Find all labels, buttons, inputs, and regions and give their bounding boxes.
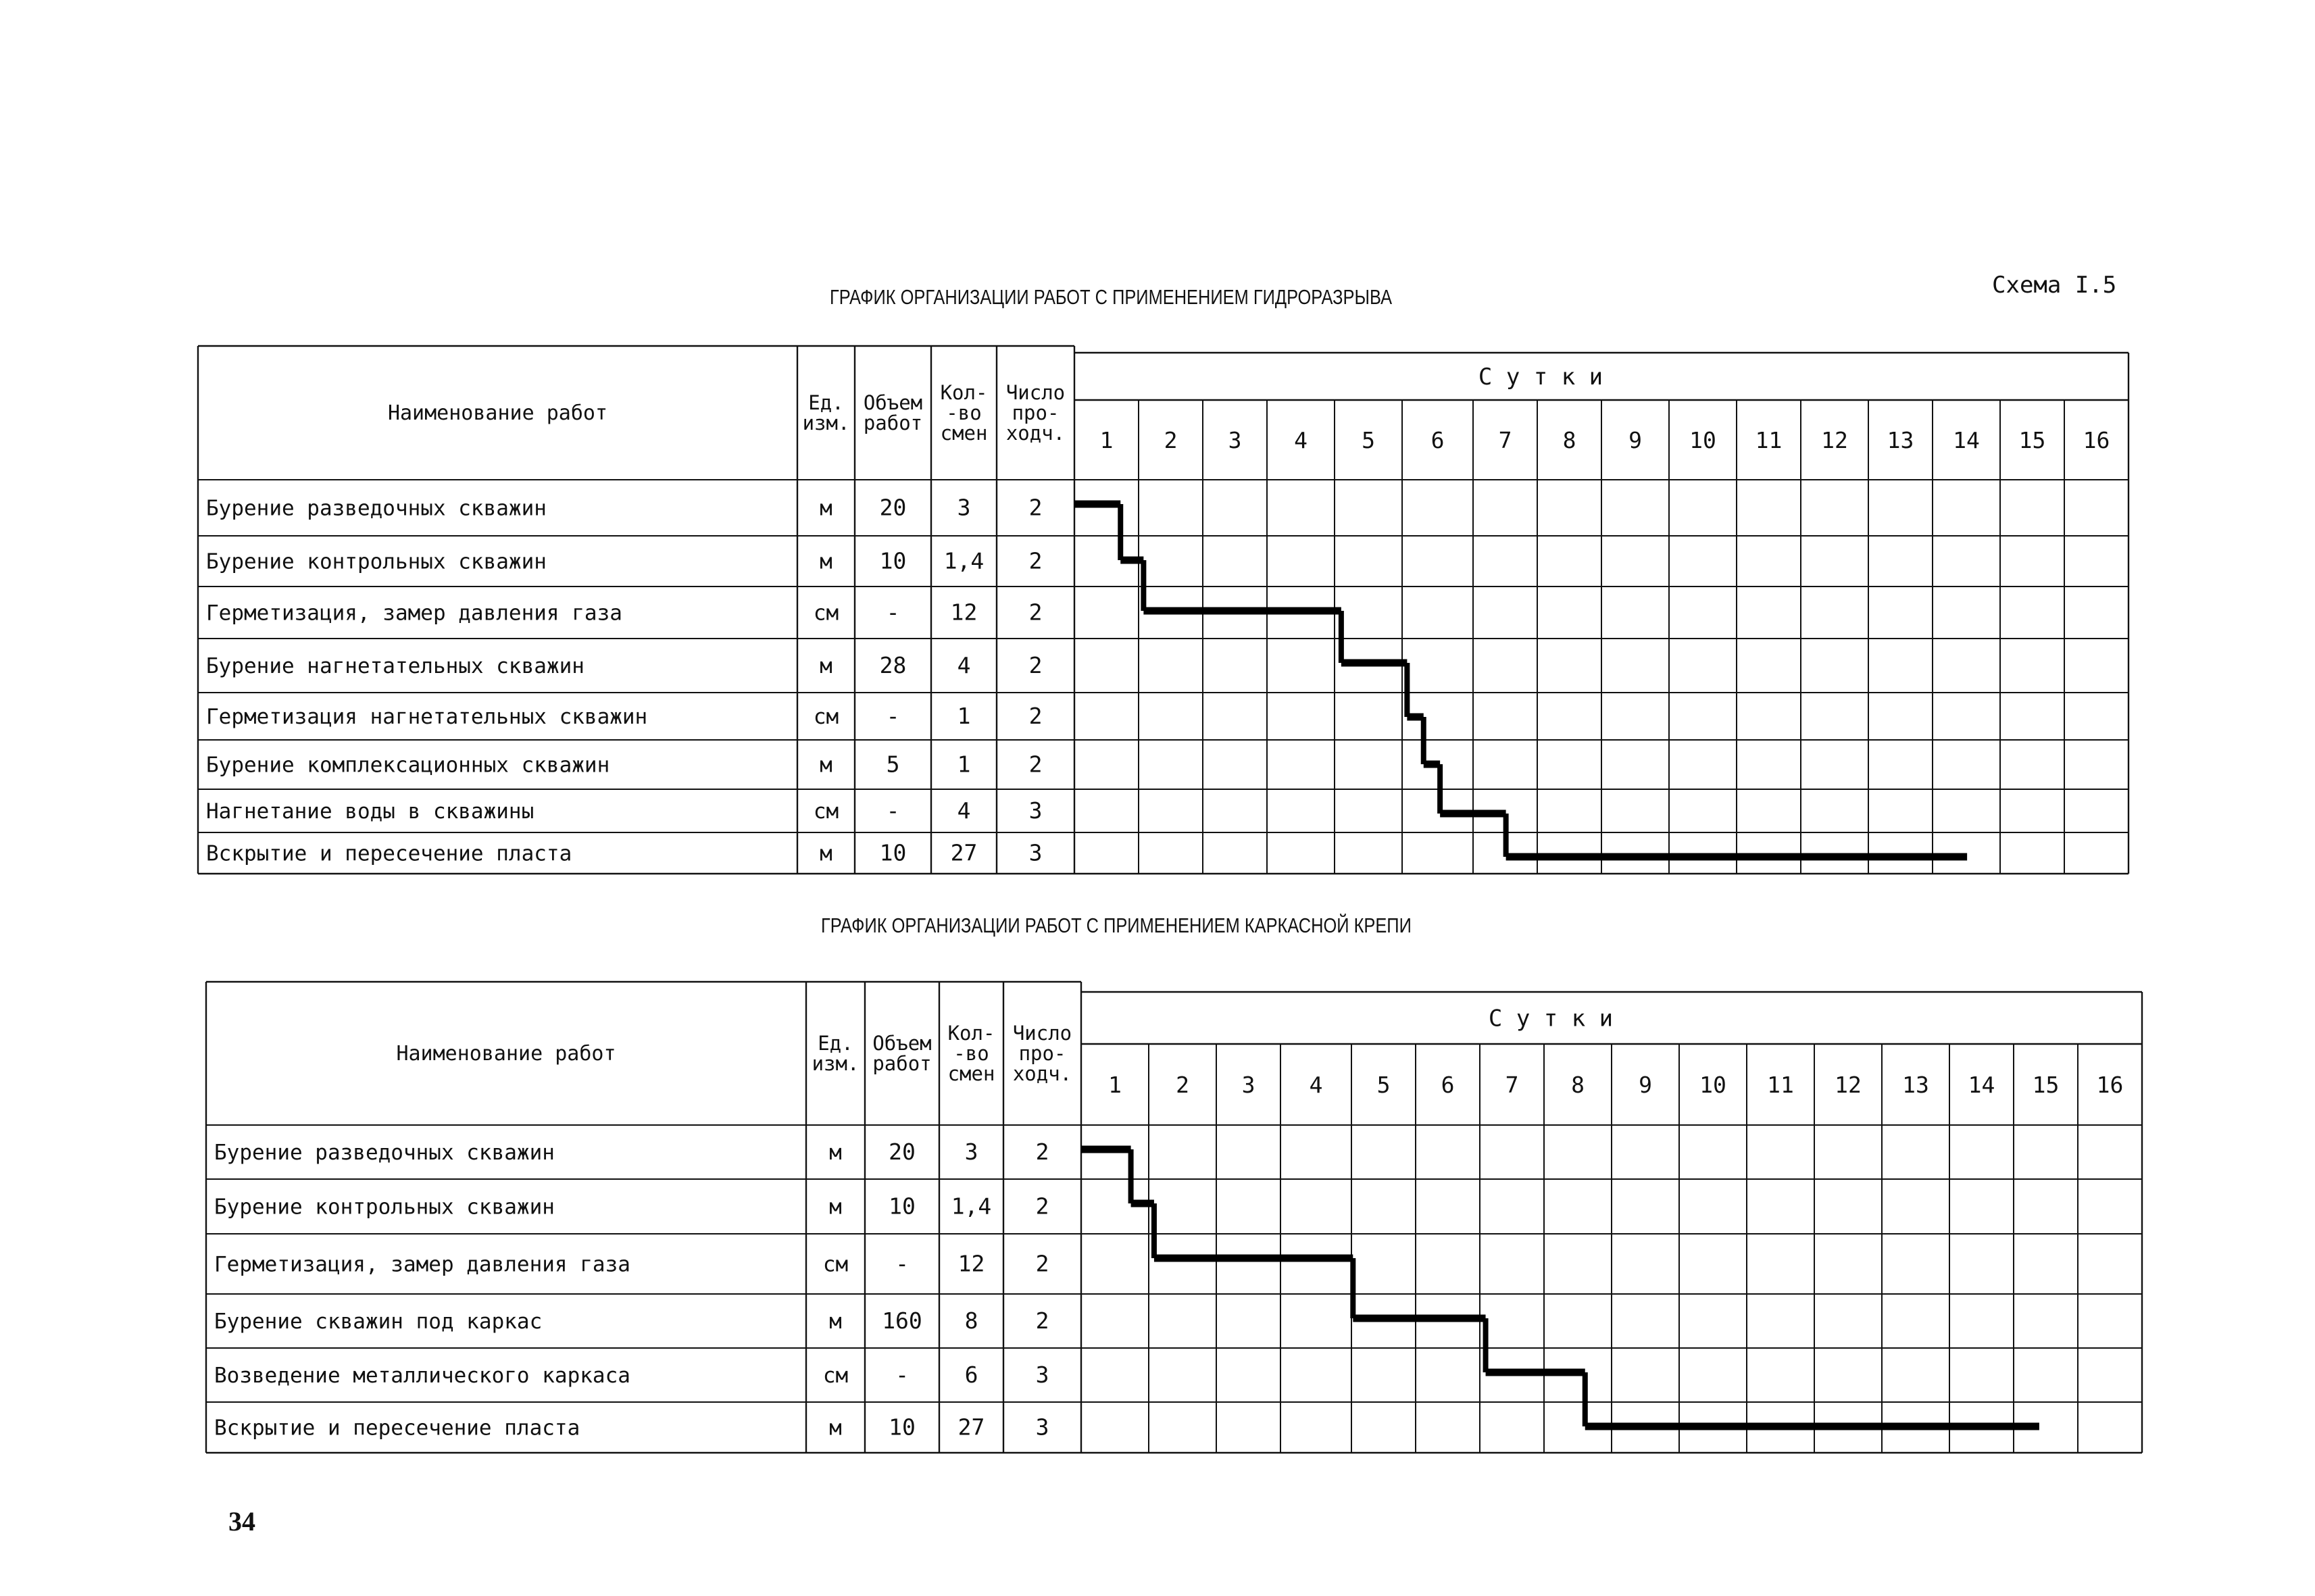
- header-unit: Ед.: [818, 1032, 853, 1055]
- header-shifts: Кол-: [940, 381, 988, 404]
- header-volume: работ: [863, 412, 923, 434]
- day-number-6: 6: [1430, 427, 1445, 453]
- row-passes: 2: [1028, 751, 1043, 778]
- day-number-4: 4: [1309, 1072, 1323, 1098]
- day-number-15: 15: [2018, 427, 2046, 453]
- row-work-name: Герметизация, замер давления газа: [214, 1252, 630, 1277]
- row-work-name: Возведение металлического каркаса: [214, 1364, 630, 1388]
- day-number-12: 12: [1835, 1072, 1862, 1098]
- header-work-name: Наименование работ: [396, 1042, 616, 1066]
- day-number-7: 7: [1505, 1072, 1519, 1098]
- day-number-11: 11: [1755, 427, 1783, 453]
- row-unit: м: [820, 496, 832, 521]
- header-passes: Число: [1012, 1022, 1072, 1045]
- day-number-6: 6: [1441, 1072, 1455, 1098]
- row-work-name: Герметизация, замер давления газа: [206, 601, 622, 626]
- row-passes: 2: [1028, 652, 1043, 678]
- row-work-name: Нагнетание воды в скважины: [206, 799, 534, 824]
- row-volume: 20: [889, 1139, 916, 1165]
- header-days: С у т к и: [1478, 364, 1603, 391]
- row-volume: 28: [879, 652, 907, 678]
- day-number-3: 3: [1228, 427, 1242, 453]
- header-shifts: -во: [946, 401, 982, 424]
- day-number-10: 10: [1689, 427, 1716, 453]
- day-number-14: 14: [1953, 427, 1980, 453]
- day-number-16: 16: [2096, 1072, 2124, 1098]
- row-unit: см: [813, 601, 839, 626]
- day-number-13: 13: [1887, 427, 1914, 453]
- row-volume: 10: [879, 547, 907, 574]
- row-volume: -: [895, 1362, 909, 1388]
- day-number-2: 2: [1176, 1072, 1189, 1098]
- row-work-name: Вскрытие и пересечение пласта: [206, 841, 572, 866]
- day-number-9: 9: [1639, 1072, 1652, 1098]
- row-volume: -: [895, 1250, 909, 1277]
- table-2-title: ГРАФИК ОРГАНИЗАЦИИ РАБОТ С ПРИМЕНЕНИЕМ КАРКАСНОЙ КРЕПИ: [821, 914, 1412, 937]
- header-passes: про-: [1018, 1042, 1066, 1065]
- table-1-title: ГРАФИК ОРГАНИЗАЦИИ РАБОТ С ПРИМЕНЕНИЕМ ГИДРОРАЗРЫВА: [830, 285, 1393, 309]
- row-passes: 3: [1035, 1414, 1049, 1441]
- row-unit: м: [820, 654, 832, 678]
- header-shifts: Кол-: [947, 1022, 995, 1045]
- row-passes: 2: [1028, 703, 1043, 729]
- row-work-name: Бурение скважин под каркас: [214, 1310, 543, 1334]
- row-unit: см: [822, 1364, 849, 1388]
- row-work-name: Бурение комплексационных скважин: [206, 753, 610, 778]
- row-unit: см: [813, 799, 839, 824]
- row-unit: м: [829, 1141, 842, 1165]
- day-number-2: 2: [1164, 427, 1178, 453]
- day-number-16: 16: [2083, 427, 2110, 453]
- row-shifts: 6: [964, 1362, 978, 1388]
- row-shifts: 8: [964, 1307, 978, 1334]
- header-days: С у т к и: [1488, 1005, 1614, 1032]
- header-passes: про-: [1012, 401, 1060, 424]
- row-volume: 5: [886, 751, 900, 778]
- row-work-name: Вскрытие и пересечение пласта: [214, 1416, 580, 1441]
- row-shifts: 12: [957, 1250, 985, 1277]
- row-passes: 2: [1035, 1250, 1049, 1277]
- header-volume: Объем: [872, 1032, 932, 1055]
- header-unit: изм.: [802, 412, 850, 434]
- row-volume: -: [886, 797, 900, 824]
- day-number-4: 4: [1294, 427, 1308, 453]
- row-volume: 160: [882, 1307, 922, 1334]
- row-passes: 2: [1035, 1139, 1049, 1165]
- row-shifts: 27: [957, 1414, 985, 1441]
- header-work-name: Наименование работ: [387, 401, 608, 425]
- row-shifts: 3: [964, 1139, 978, 1165]
- day-number-1: 1: [1108, 1072, 1122, 1098]
- page-number: 34: [228, 1506, 255, 1537]
- row-passes: 2: [1035, 1307, 1049, 1334]
- header-passes: ходч.: [1012, 1062, 1072, 1085]
- header-shifts: смен: [947, 1062, 995, 1085]
- row-volume: -: [886, 703, 900, 729]
- day-number-7: 7: [1498, 427, 1512, 453]
- row-volume: 10: [889, 1193, 916, 1220]
- row-shifts: 4: [957, 797, 971, 824]
- day-number-11: 11: [1767, 1072, 1794, 1098]
- row-passes: 3: [1028, 797, 1043, 824]
- row-passes: 3: [1028, 839, 1043, 866]
- day-number-8: 8: [1571, 1072, 1585, 1098]
- row-shifts: 3: [957, 494, 971, 521]
- day-number-8: 8: [1562, 427, 1576, 453]
- row-work-name: Бурение контрольных скважин: [206, 549, 547, 574]
- row-shifts: 1,4: [943, 547, 985, 574]
- row-volume: -: [886, 599, 900, 626]
- row-unit: м: [829, 1195, 842, 1220]
- day-number-12: 12: [1821, 427, 1848, 453]
- header-passes: ходч.: [1005, 422, 1066, 445]
- row-unit: м: [820, 753, 832, 778]
- row-work-name: Бурение разведочных скважин: [214, 1141, 555, 1165]
- header-unit: изм.: [812, 1052, 860, 1075]
- row-shifts: 1: [957, 703, 971, 729]
- header-passes: Число: [1005, 381, 1066, 404]
- row-work-name: Бурение разведочных скважин: [206, 496, 547, 521]
- row-unit: см: [813, 705, 839, 729]
- row-volume: 10: [889, 1414, 916, 1441]
- row-unit: м: [829, 1416, 842, 1441]
- day-number-1: 1: [1099, 427, 1114, 453]
- row-shifts: 4: [957, 652, 971, 678]
- row-passes: 2: [1035, 1193, 1049, 1220]
- day-number-9: 9: [1628, 427, 1642, 453]
- row-unit: м: [829, 1310, 842, 1334]
- day-number-3: 3: [1241, 1072, 1255, 1098]
- day-number-14: 14: [1968, 1072, 1995, 1098]
- row-unit: см: [822, 1252, 849, 1277]
- day-number-10: 10: [1699, 1072, 1726, 1098]
- row-unit: м: [820, 841, 832, 866]
- row-shifts: 27: [950, 839, 978, 866]
- day-number-13: 13: [1902, 1072, 1929, 1098]
- row-volume: 10: [879, 839, 907, 866]
- row-shifts: 1: [957, 751, 971, 778]
- row-unit: м: [820, 549, 832, 574]
- day-number-5: 5: [1362, 427, 1375, 453]
- day-number-15: 15: [2032, 1072, 2060, 1098]
- row-passes: 3: [1035, 1362, 1049, 1388]
- row-volume: 20: [879, 494, 907, 521]
- header-volume: Объем: [863, 391, 923, 414]
- header-unit: Ед.: [808, 391, 844, 414]
- row-passes: 2: [1028, 494, 1043, 521]
- row-work-name: Бурение нагнетательных скважин: [206, 654, 584, 678]
- row-passes: 2: [1028, 599, 1043, 626]
- row-shifts: 1,4: [951, 1193, 992, 1220]
- day-number-5: 5: [1376, 1072, 1391, 1098]
- row-work-name: Герметизация нагнетательных скважин: [206, 705, 648, 729]
- row-passes: 2: [1028, 547, 1043, 574]
- row-shifts: 12: [950, 599, 978, 626]
- header-shifts: -во: [953, 1042, 989, 1065]
- header-shifts: смен: [940, 422, 988, 445]
- header-volume: работ: [872, 1052, 932, 1075]
- scheme-label: Схема I.5: [1992, 272, 2117, 299]
- row-work-name: Бурение контрольных скважин: [214, 1195, 555, 1220]
